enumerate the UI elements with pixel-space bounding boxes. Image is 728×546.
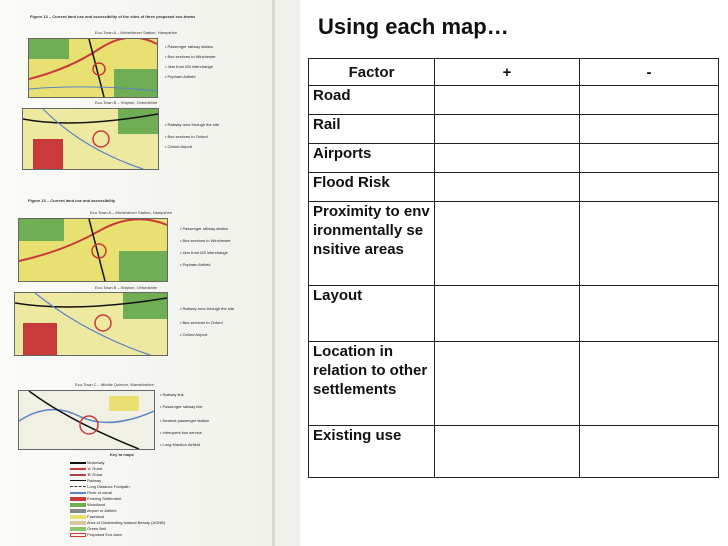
scanned-worksheet: Figure 13 – Current land use and accessibility of the sites of three proposed eco-towns Eco-Town A – Micheldever Station, Hampshire • Passenger railway station • Bus services to Winchester • 4km from M3 interchange • Popham Airfield Eco-Town B – Shipton, Oxfordshire • Railway runs through the site • Bus services to Oxford • Oxford Airport Figure 13 – Current land use and accessibility Eco-Town A – Micheldever Station, Hampshire • Passenger railway station • Bus services to Winchester • 4km from M3 interchange • Popham Airfield Eco-Town B – Shipton, Oxfordshire • Railway runs through the site • Bus services to Oxford • Oxford Airport Eco-Town C – Middle Quinton, Warwickshire • Railway link • Passenger railway line • Nearest passenger station • Infrequent bus service • Long Marston Airfield Key to maps Motorway 'A' Road 'B' Road Railway Long Distance Footpath River or canal Existing Settlement Woodland Airport or Airfield Farmland Area of Outstanding Natural Beauty (AONB) Green Belt Proposed Eco-town — [0, 0, 300, 546]
table-row — [309, 342, 719, 426]
table-header-row — [309, 59, 719, 86]
table-row — [309, 202, 719, 286]
minus-cell[interactable] — [580, 202, 719, 286]
minus-cell[interactable] — [580, 342, 719, 426]
table-row — [309, 173, 719, 202]
column-header-factor: Factor — [309, 59, 435, 86]
factor-table — [308, 58, 719, 478]
column-header-minus: - — [580, 59, 719, 86]
factor-label: Existing use — [309, 426, 435, 478]
plus-cell[interactable] — [435, 286, 580, 342]
plus-cell[interactable] — [435, 86, 580, 115]
table-row — [309, 115, 719, 144]
plus-cell[interactable] — [435, 144, 580, 173]
table-row — [309, 286, 719, 342]
minus-cell[interactable] — [580, 144, 719, 173]
minus-cell[interactable] — [580, 173, 719, 202]
map-image — [14, 292, 168, 356]
table-row — [309, 86, 719, 115]
figure-caption: Figure 13 – Current land use and accessibility of the sites of three proposed eco-towns — [30, 14, 196, 19]
map-image — [28, 38, 158, 98]
plus-cell[interactable] — [435, 202, 580, 286]
factor-label: Flood Risk — [309, 173, 435, 202]
plus-cell[interactable] — [435, 173, 580, 202]
map-image — [22, 108, 159, 170]
map-title: Eco-Town A – Micheldever Station, Hampshire — [90, 210, 173, 215]
factor-label: Location in relation to other settlements — [309, 342, 435, 426]
plus-cell[interactable] — [435, 342, 580, 426]
factor-label: Proximity to environmentally sensitive areas — [309, 202, 435, 286]
minus-cell[interactable] — [580, 115, 719, 144]
map-image — [18, 390, 155, 450]
factor-label: Layout — [309, 286, 435, 342]
map-title: Eco-Town B – Shipton, Oxfordshire — [95, 285, 158, 290]
minus-cell[interactable] — [580, 286, 719, 342]
table-row — [309, 426, 719, 478]
factor-label: Rail — [309, 115, 435, 144]
key-title: Key to maps — [110, 452, 134, 457]
map-image — [18, 218, 168, 282]
page-title: Using each map… — [318, 14, 509, 39]
minus-cell[interactable] — [580, 86, 719, 115]
minus-cell[interactable] — [580, 426, 719, 478]
map-title: Eco-Town A – Micheldever Station, Hampshire — [95, 30, 178, 35]
map-title: Eco-Town C – Middle Quinton, Warwickshire — [75, 382, 154, 387]
map-title: Eco-Town B – Shipton, Oxfordshire — [95, 100, 158, 105]
factor-label: Airports — [309, 144, 435, 173]
table-row — [309, 144, 719, 173]
column-header-plus: + — [435, 59, 580, 86]
plus-cell[interactable] — [435, 115, 580, 144]
plus-cell[interactable] — [435, 426, 580, 478]
factor-label: Road — [309, 86, 435, 115]
